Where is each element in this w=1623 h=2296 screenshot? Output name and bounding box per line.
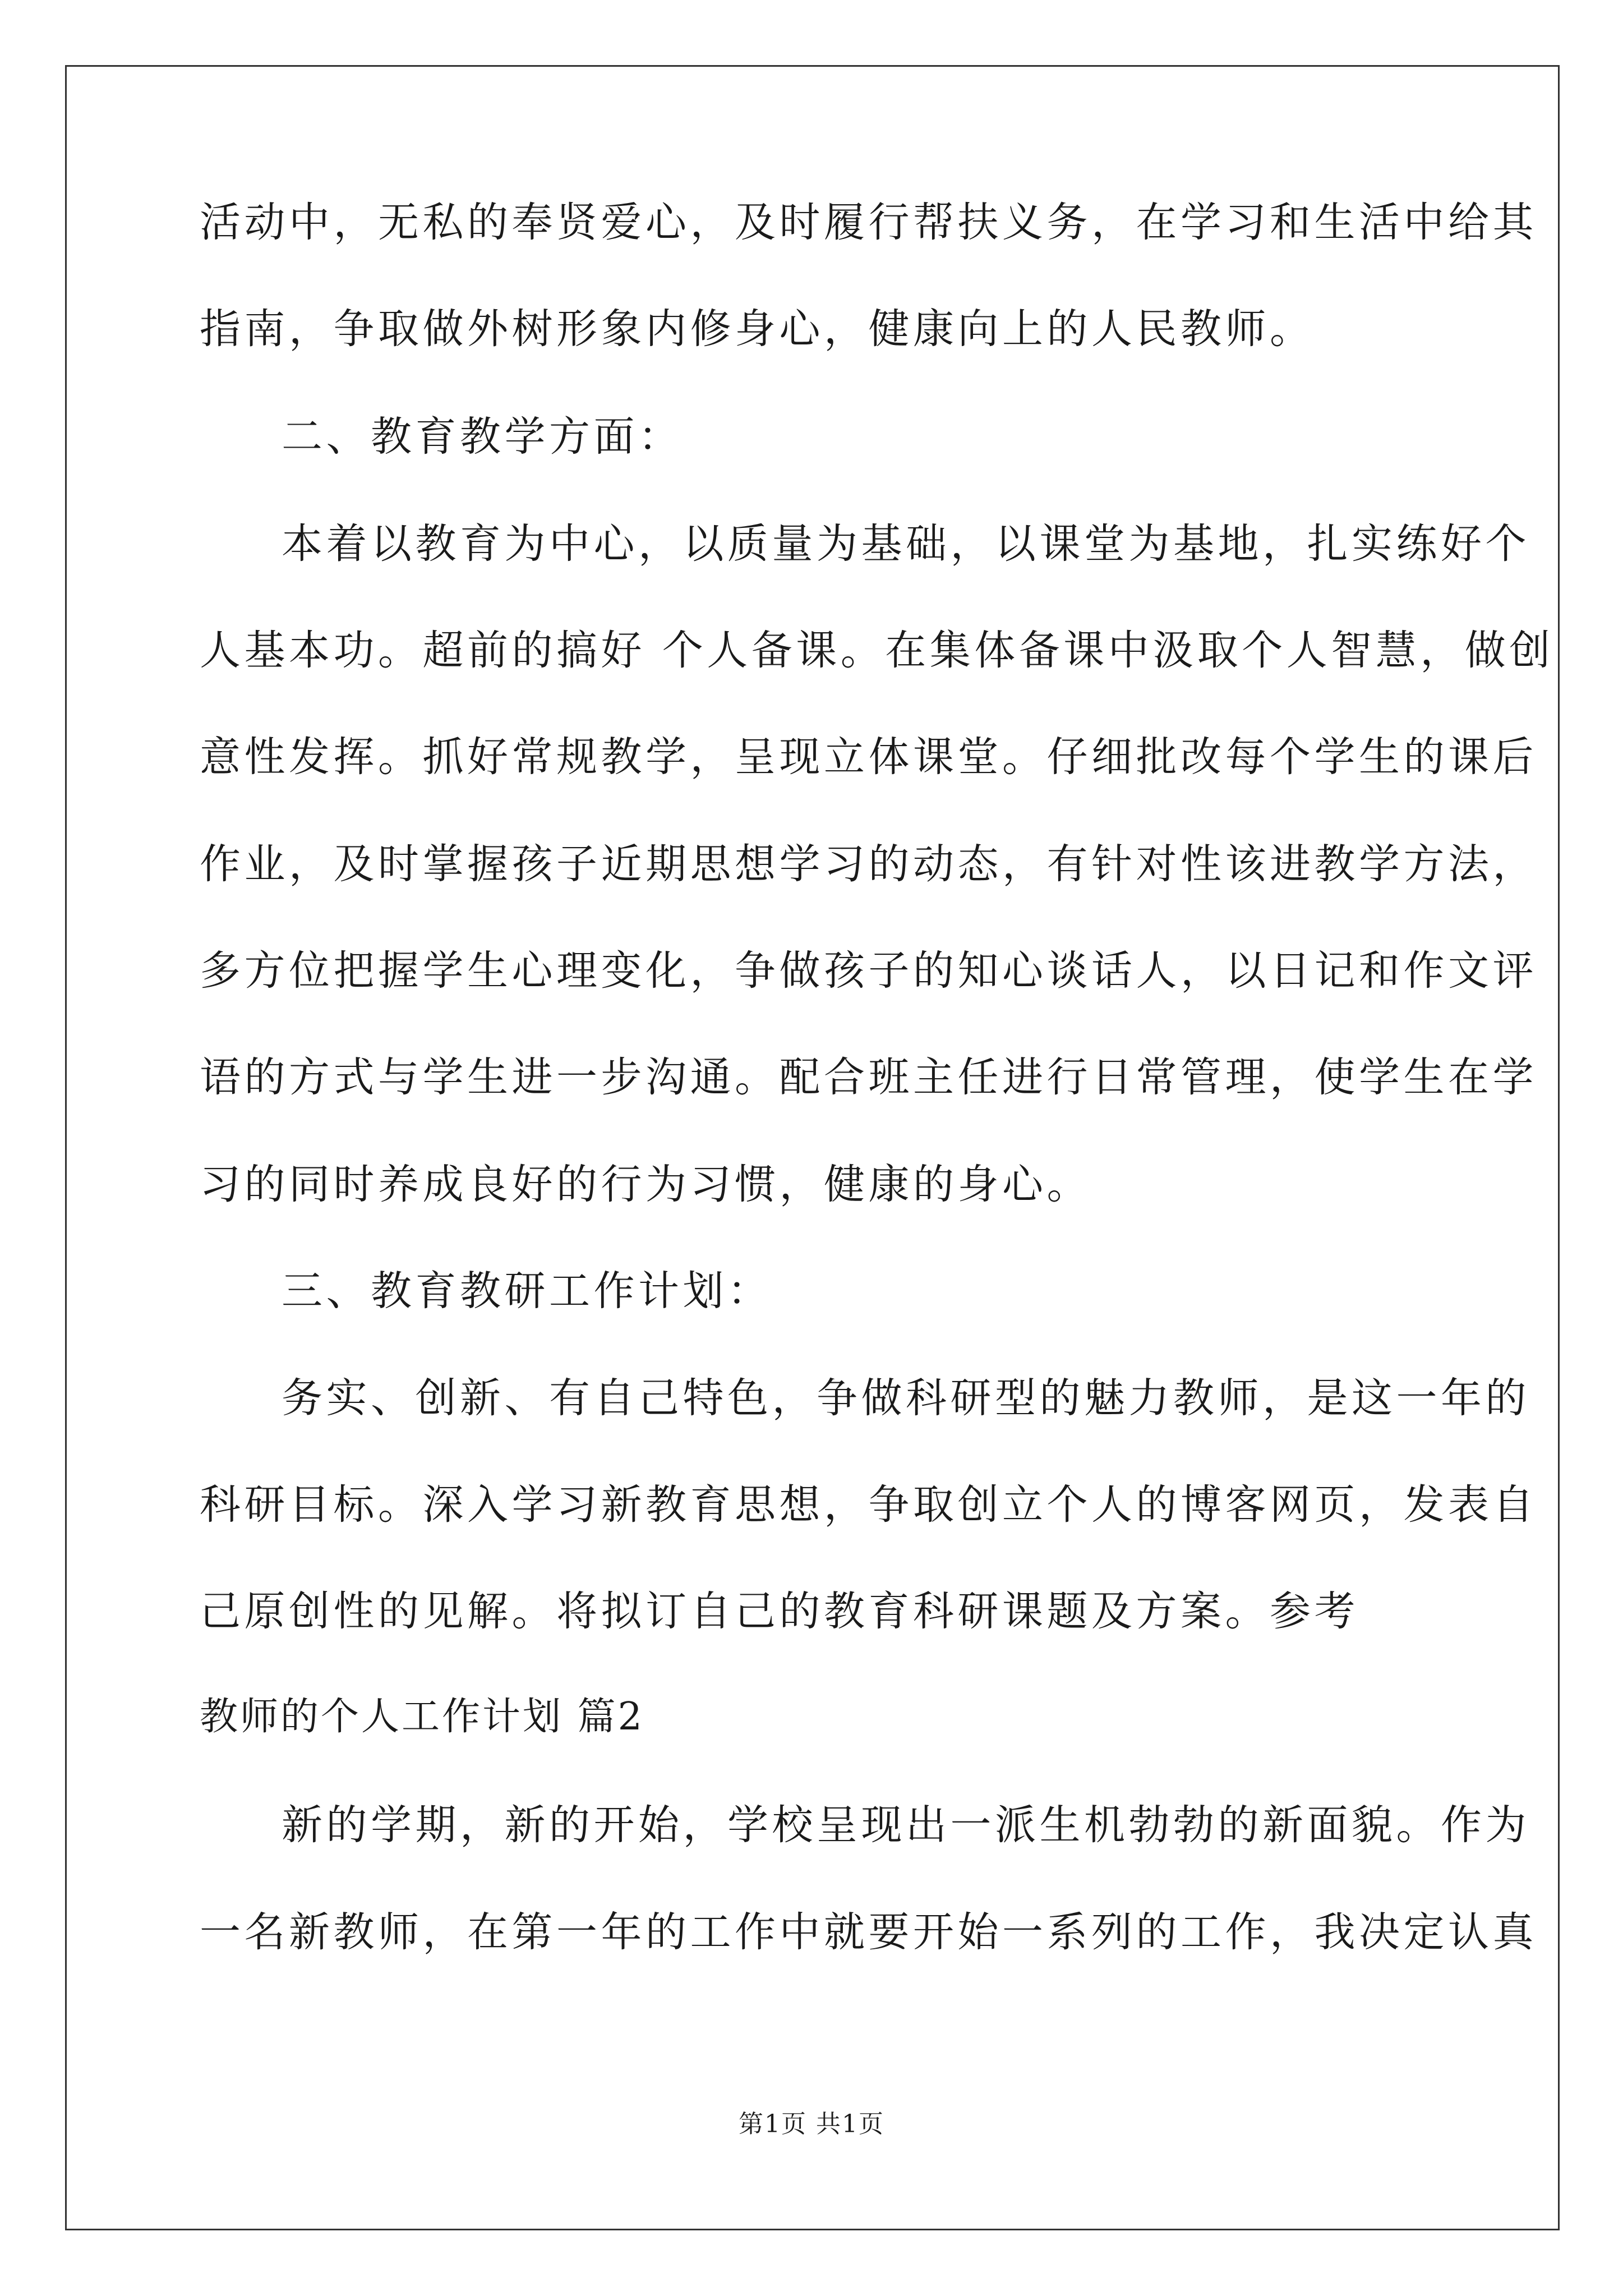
page-number-footer: 第1页 共1页: [739, 2110, 884, 2138]
paragraph-line: 意性发挥。抓好常规教学，呈现立体课堂。仔细批改每个学生的课后: [200, 733, 1537, 781]
paragraph-line: 人基本功。超前的搞好 个人备课。在集体备课中汲取个人智慧，做创: [200, 627, 1554, 674]
paragraph-line: 习的同时养成良好的行为习惯，健康的身心。: [200, 1161, 1091, 1208]
page-border: [65, 65, 1560, 2230]
paragraph-line: 作业，及时掌握孩子近期思想学习的动态，有针对性该进教学方法，: [200, 840, 1537, 888]
paragraph-line: 指南，争取做外树形象内修身心，健康向上的人民教师。: [200, 305, 1315, 353]
paragraph-line: 己原创性的见解。将拟订自己的教育科研课题及方案。参考: [200, 1588, 1359, 1635]
article-subtitle: 教师的个人工作计划 篇2: [200, 1695, 644, 1739]
paragraph-line: 本着以教育为中心，以质量为基础，以课堂为基地，扎实练好个: [282, 520, 1530, 568]
paragraph-line: 一名新教师，在第一年的工作中就要开始一系列的工作，我决定认真: [200, 1908, 1537, 1956]
paragraph-line: 务实、创新、有自己特色，争做科研型的魅力教师，是这一年的: [282, 1374, 1530, 1422]
paragraph-line: 科研目标。深入学习新教育思想，争取创立个人的博客网页，发表自: [200, 1481, 1537, 1529]
section-heading-research: 三、教育教研工作计划：: [282, 1267, 772, 1315]
paragraph-line: 新的学期，新的开始，学校呈现出一派生机勃勃的新面貌。作为: [282, 1801, 1530, 1849]
paragraph-line: 多方位把握学生心理变化，争做孩子的知心谈话人，以日记和作文评: [200, 947, 1537, 995]
paragraph-line: 语的方式与学生进一步沟通。配合班主任进行日常管理，使学生在学: [200, 1053, 1537, 1101]
paragraph-line: 活动中，无私的奉贤爱心，及时履行帮扶义务，在学习和生活中给其: [200, 199, 1537, 246]
section-heading-education: 二、教育教学方面：: [282, 413, 683, 461]
